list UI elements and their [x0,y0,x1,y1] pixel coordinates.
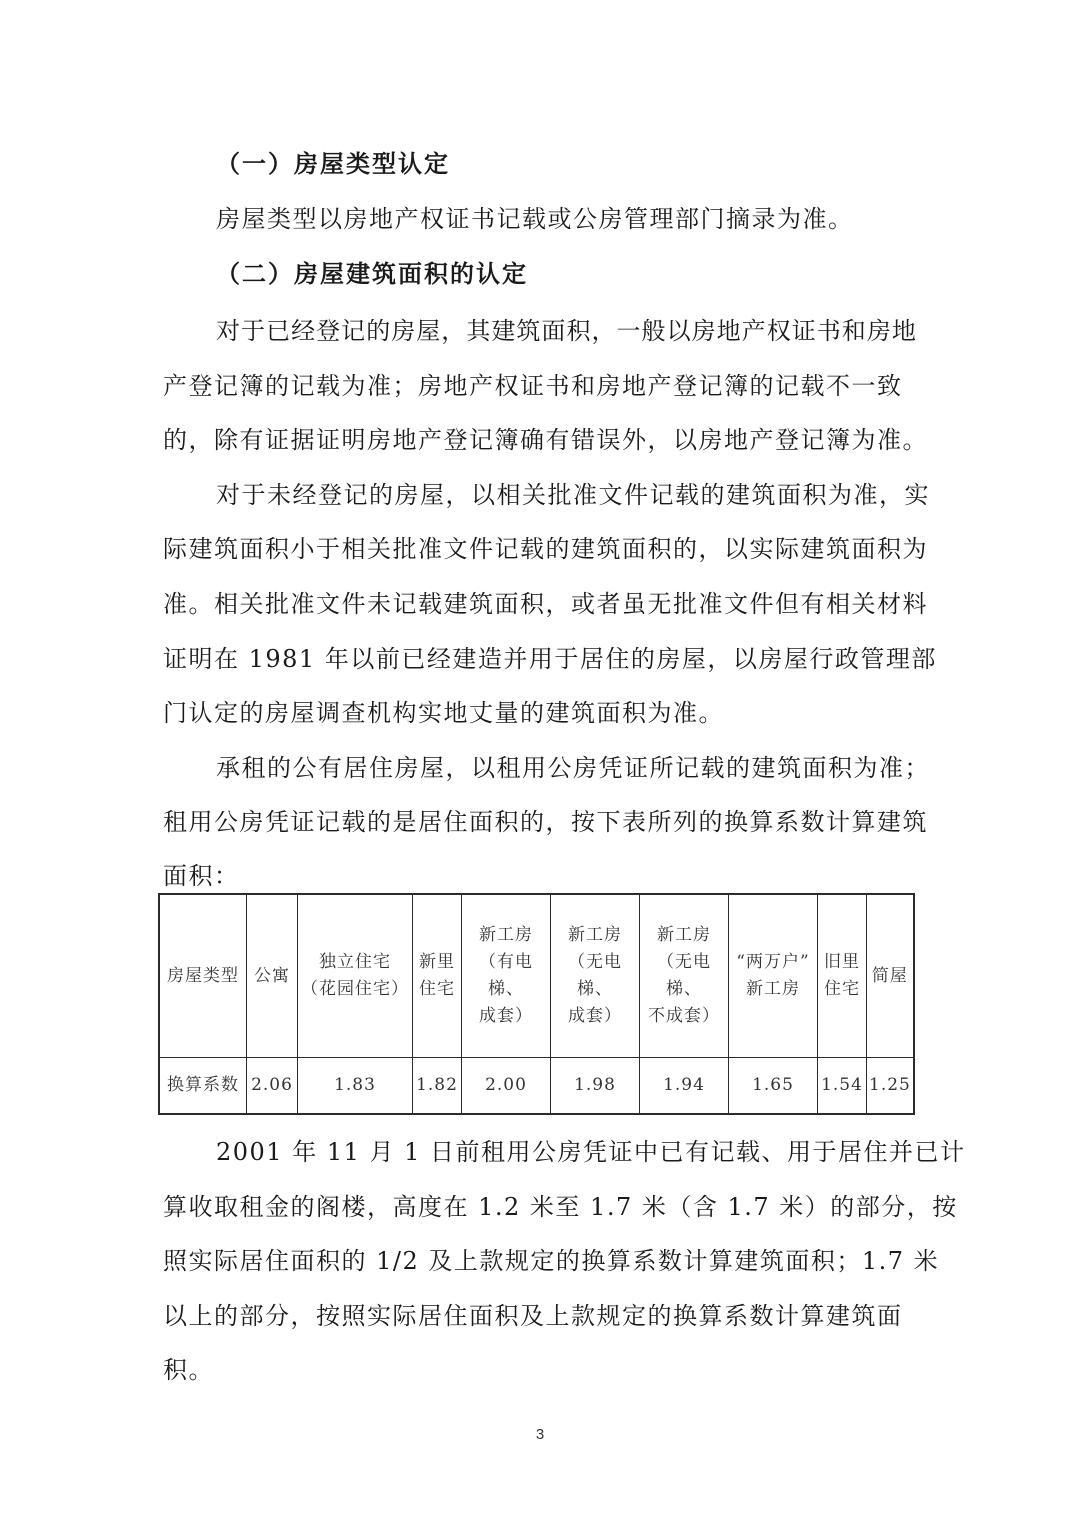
table-header-text: 新里 [419,952,455,972]
table-header-text: （花园住宅） [301,979,409,999]
table-value-row [159,1058,914,1115]
paragraph-attic-line-5: 积。 [163,1356,214,1384]
paragraph-registered-line-3: 的，除有证据证明房地产登记簿确有错误外，以房地产登记簿为准。 [163,426,928,454]
section-heading-house-type: （一）房屋类型认定 [216,149,450,178]
paragraph-unregistered-line-1: 对于未经登记的房屋，以相关批准文件记载的建筑面积为准，实 [216,481,930,509]
table-header-text: “两万户” [736,952,810,972]
table-header-text: 住宅 [824,979,860,999]
table-header-cell [298,894,413,1058]
table-header-text: 成套） [479,1006,533,1026]
table-header-cell [729,894,818,1058]
table-header-text: 住宅 [419,979,455,999]
table-value-cell: 1.25 [867,1058,914,1115]
table-header-text: 新工房 [568,925,622,945]
table-value-cell: 1.94 [640,1058,729,1115]
table-header-text: （无电梯、 [657,952,711,999]
paragraph-registered-line-1: 对 于 已 经 登 记 的 房 屋 ， 其 建 筑 面 积 ， 一 般 以 房 地 产 权 证 书 和 房 地 [216,317,916,345]
paragraph-unregistered-line-5: 门认定的房屋调查机构实地丈量的建筑面积为准。 [163,699,724,727]
table-header-cell [247,894,298,1058]
table-row-label-house-type: 房屋类型 [159,894,247,1058]
table-value-cell: 2.06 [247,1058,298,1115]
table-value-cell: 2.00 [462,1058,551,1115]
table-header-text: 新工房 [746,979,800,999]
table-header-text: 不成套） [648,1006,720,1026]
table-header-text: （有电梯、 [479,952,533,999]
page-number: 3 [535,1426,545,1443]
table-header-text: 新工房 [479,925,533,945]
paragraph-attic-line-4: 以上的部分，按照实际居住面积及上款规定的换算系数计算建筑面 [163,1302,903,1330]
table-header-text: 成套） [568,1006,622,1026]
paragraph-rented-line-3: 面积： [163,862,240,890]
section-heading-floor-area: （二）房屋建筑面积的认定 [216,259,528,288]
table-header-cell [551,894,640,1058]
table-header-text: 旧里 [824,952,860,972]
table-header-cell [818,894,867,1058]
table-header-text: （无电梯、 [568,952,622,999]
paragraph-attic-line-1: 2001 年 11 月 1 日前租用公房凭证中已有记载、用于居住并已计 [216,1138,966,1166]
table-header-text: 新工房 [657,925,711,945]
table-value-cell: 1.82 [413,1058,462,1115]
table-value-cell: 1.98 [551,1058,640,1115]
paragraph-rented-line-2: 租用公房凭证记载的是居住面积的，按下表所列的换算系数计算建筑 [163,808,928,836]
paragraph-unregistered-line-4: 证明在 1981 年以前已经建造并用于居住的房屋，以房屋行政管理部 [163,645,937,673]
table-header-text: 独立住宅 [319,952,391,972]
paragraph-registered-line-2: 产登记簿的记载为准；房地产权证书和房地产登记簿的记载不一致 [163,372,903,400]
table-header-row [159,894,914,1058]
paragraph-unregistered-line-3: 准。相关批准文件未记载建筑面积，或者虽无批准文件但有相关材料 [163,590,928,618]
table-row-label-factor: 换算系数 [159,1058,247,1115]
table-header-cell [867,894,914,1058]
table-value-cell: 1.83 [298,1058,413,1115]
conversion-factor-table [158,893,915,1115]
paragraph-rented-line-1: 承租的公有居住房屋，以租用公房凭证所记载的建筑面积为准； [216,754,930,782]
table-value-cell: 1.54 [818,1058,867,1115]
table-header-text: 简屋 [871,965,908,986]
table-header-cell [462,894,551,1058]
paragraph-house-type: 房屋类型以房地产权证书记载或公房管理部门摘录为准。 [216,205,854,233]
paragraph-unregistered-line-2: 际建筑面积小于相关批准文件记载的建筑面积的，以实际建筑面积为 [163,535,928,563]
table-value-cell: 1.65 [729,1058,818,1115]
table-header-cell [413,894,462,1058]
paragraph-attic-line-2: 算收取租金的阁楼，高度在 1.2 米至 1.7 米（含 1.7 米）的部分，按 [163,1193,958,1221]
table-header-cell [640,894,729,1058]
table-header-text: 公寓 [254,965,290,986]
paragraph-attic-line-3: 照实际居住面积的 1/2 及上款规定的换算系数计算建筑面积；1.7 米 [163,1247,940,1275]
